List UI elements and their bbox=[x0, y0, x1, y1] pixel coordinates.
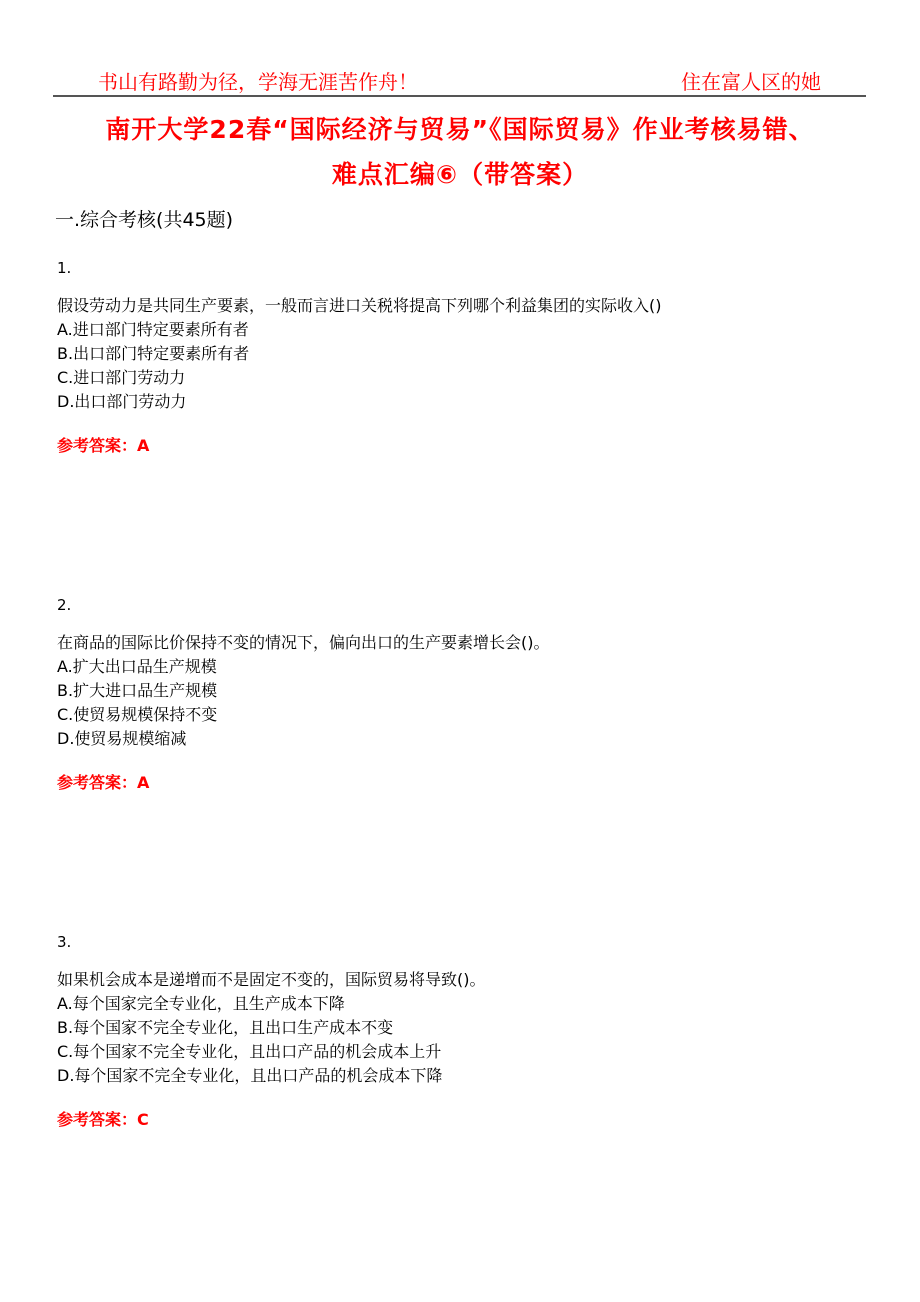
question-2 bbox=[57, 595, 857, 795]
question-number: 1. bbox=[57, 259, 72, 277]
document-title-line-1: 南开大学22春“国际经济与贸易”《国际贸易》作业考核易错、 bbox=[105, 115, 815, 144]
option-b: B.扩大进口品生产规模 bbox=[57, 681, 218, 700]
question-3 bbox=[57, 932, 857, 1132]
option-d: D.使贸易规模缩减 bbox=[57, 729, 187, 748]
option-a: A.进口部门特定要素所有者 bbox=[57, 320, 249, 339]
question-1 bbox=[57, 258, 857, 458]
header-divider bbox=[53, 95, 866, 97]
reference-answer: 参考答案：A bbox=[57, 773, 150, 792]
option-d: D.每个国家不完全专业化，且出口产品的机会成本下降 bbox=[57, 1066, 443, 1085]
option-b: B.出口部门特定要素所有者 bbox=[57, 344, 250, 363]
section-heading: 一.综合考核(共45题) bbox=[55, 209, 234, 231]
option-d: D.出口部门劳动力 bbox=[57, 392, 187, 411]
question-stem: 在商品的国际比价保持不变的情况下，偏向出口的生产要素增长会()。 bbox=[57, 633, 550, 652]
option-b: B.每个国家不完全专业化，且出口生产成本不变 bbox=[57, 1018, 394, 1037]
question-stem: 假设劳动力是共同生产要素，一般而言进口关税将提高下列哪个利益集团的实际收入() bbox=[57, 296, 662, 315]
option-c: C.进口部门劳动力 bbox=[57, 368, 186, 387]
page-header bbox=[53, 64, 866, 96]
option-a: A.每个国家完全专业化，且生产成本下降 bbox=[57, 994, 345, 1013]
document-title-line-2: 难点汇编⑥（带答案） bbox=[331, 160, 589, 189]
option-a: A.扩大出口品生产规模 bbox=[57, 657, 217, 676]
question-number: 2. bbox=[57, 596, 72, 614]
question-number: 3. bbox=[57, 933, 72, 951]
header-author: 住在富人区的她 bbox=[681, 70, 821, 94]
option-c: C.每个国家不完全专业化，且出口产品的机会成本上升 bbox=[57, 1042, 442, 1061]
reference-answer: 参考答案：A bbox=[57, 436, 150, 455]
question-stem: 如果机会成本是递增而不是固定不变的，国际贸易将导致()。 bbox=[57, 970, 486, 989]
reference-answer: 参考答案：C bbox=[57, 1110, 149, 1129]
header-motto: 书山有路勤为径，学海无涯苦作舟！ bbox=[98, 70, 418, 94]
option-c: C.使贸易规模保持不变 bbox=[57, 705, 218, 724]
